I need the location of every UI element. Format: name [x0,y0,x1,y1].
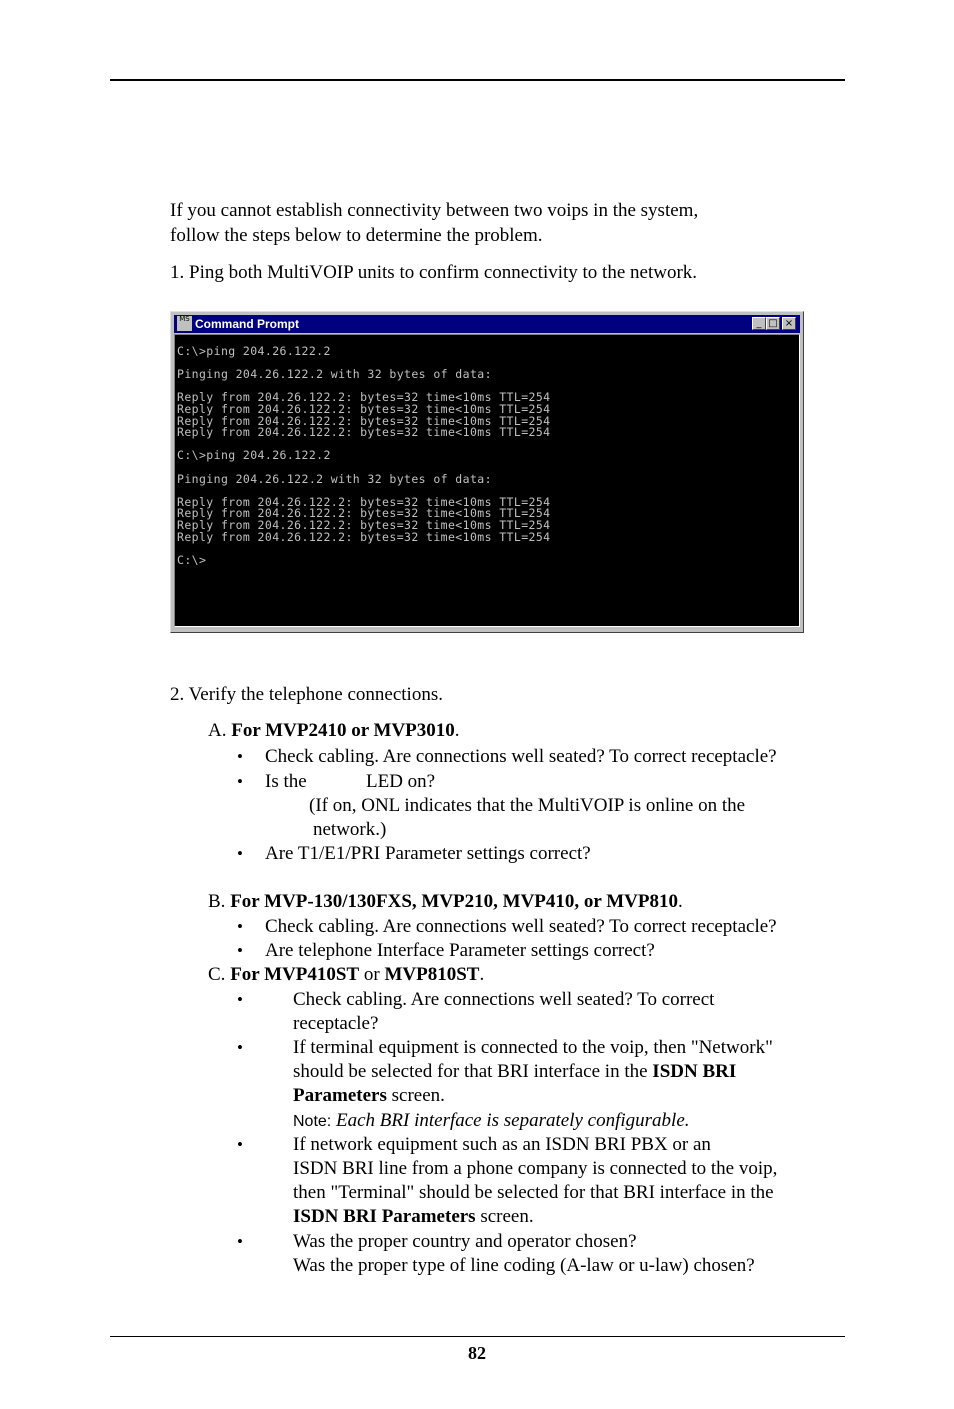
section-a-bullet-3: Are T1/E1/PRI Parameter settings correct? [265,843,591,864]
bullet-icon: • [237,844,243,863]
page-number: 82 [468,1343,486,1363]
section-c-bullet-3-line-4: ISDN BRI Parameters screen. [293,1206,534,1227]
section-c-bullet-4-line-1: Was the proper country and operator chosen? [293,1231,637,1252]
command-prompt-title: Command Prompt [195,317,300,331]
section-b-heading: B. For MVP-130/130FXS, MVP210, MVP410, or MVP810. [208,891,683,912]
command-prompt-title-bar[interactable] [174,315,800,333]
section-c-bullet-3-line-1: If network equipment such as an ISDN BRI PBX or an [293,1134,711,1155]
intro-line-1: If you cannot establish connectivity between two voips in the system, [170,200,699,221]
intro-line-2: follow the steps below to determine the problem. [170,225,543,246]
section-c-bullet-2-line-1: If terminal equipment is connected to the voip, then "Network" [293,1037,773,1058]
console-area[interactable] [174,334,800,627]
section-a-bullet-1: Check cabling. Are connections well seated? To correct receptacle? [265,746,777,767]
header-rule [110,79,845,81]
section-a-bullet-2-pre: Is the [265,771,307,792]
bullet-icon: • [237,772,243,791]
section-a-bullet-2-note-2: network.) [313,819,387,840]
bullet-icon: • [237,917,243,936]
bullet-icon: • [237,1135,243,1154]
bullet-icon: • [237,1038,243,1057]
section-c-bullet-3-line-3: then "Terminal" should be selected for that BRI interface in the [293,1182,774,1203]
section-c-heading: C. For MVP410ST or MVP810ST. [208,964,485,985]
maximize-button[interactable]: □ [766,317,780,330]
section-c-bullet-1-line-1: Check cabling. Are connections well seated? To correct [293,989,715,1010]
command-prompt-icon: MS [177,316,192,331]
section-a-bullet-2-note-1: (If on, ONL indicates that the MultiVOIP is online on the [309,795,746,816]
bullet-icon: • [237,990,243,1009]
bullet-icon: • [237,747,243,766]
section-c-note: Note: Each BRI interface is separately configurable. [293,1110,690,1131]
section-c-bullet-4-line-2: Was the proper type of line coding (A-law or u-law) chosen? [293,1255,755,1276]
footer-rule [110,1336,845,1337]
minimize-button[interactable]: _ [752,317,766,330]
bullet-icon: • [237,941,243,960]
section-b-bullet-2: Are telephone Interface Parameter settings correct? [265,940,655,961]
section-c-bullet-3-line-2: ISDN BRI line from a phone company is connected to the voip, [293,1158,778,1179]
close-button[interactable]: × [782,317,796,330]
section-a-bullet-2-post: LED on? [366,771,436,792]
section-c-bullet-2-line-2: should be selected for that BRI interface in the ISDN BRI [293,1061,737,1082]
section-b-bullet-1: Check cabling. Are connections well seated? To correct receptacle? [265,916,777,937]
section-c-bullet-2-line-3: Parameters screen. [293,1085,445,1106]
step-1: 1. Ping both MultiVOIP units to confirm connectivity to the network. [170,262,698,283]
step-2: 2. Verify the telephone connections. [170,684,443,705]
bullet-icon: • [237,1232,243,1251]
section-a-heading: A. For MVP2410 or MVP3010. [208,720,460,741]
section-c-bullet-1-line-2: receptacle? [293,1013,379,1034]
console-output: C:\>ping 204.26.122.2 Pinging 204.26.122.2 with 32 bytes of data: Reply from 204.26.122.2: bytes=32 time<10ms TTL=254 Reply from 204.26.122.2: bytes=32 time<10ms TTL=254 Reply from 204.26.122.2: bytes=32 time<10ms TTL=254 Reply from 204.26.122.2: bytes=32 time<10ms TTL=254 C:\>ping 204.26.122.2 Pinging 204.26.122.2 with 32 bytes of data: Reply from 204.26.122.2: bytes=32 time<10ms TTL=254 Reply from 204.26.122.2: bytes=32 time<10ms TTL=254 Reply from 204.26.122.2: bytes=32 time<10ms TTL=254 Reply from 204.26.122.2: bytes=32 time<10ms TTL=254 C:\> [177,344,551,567]
command-prompt-window [170,311,804,633]
